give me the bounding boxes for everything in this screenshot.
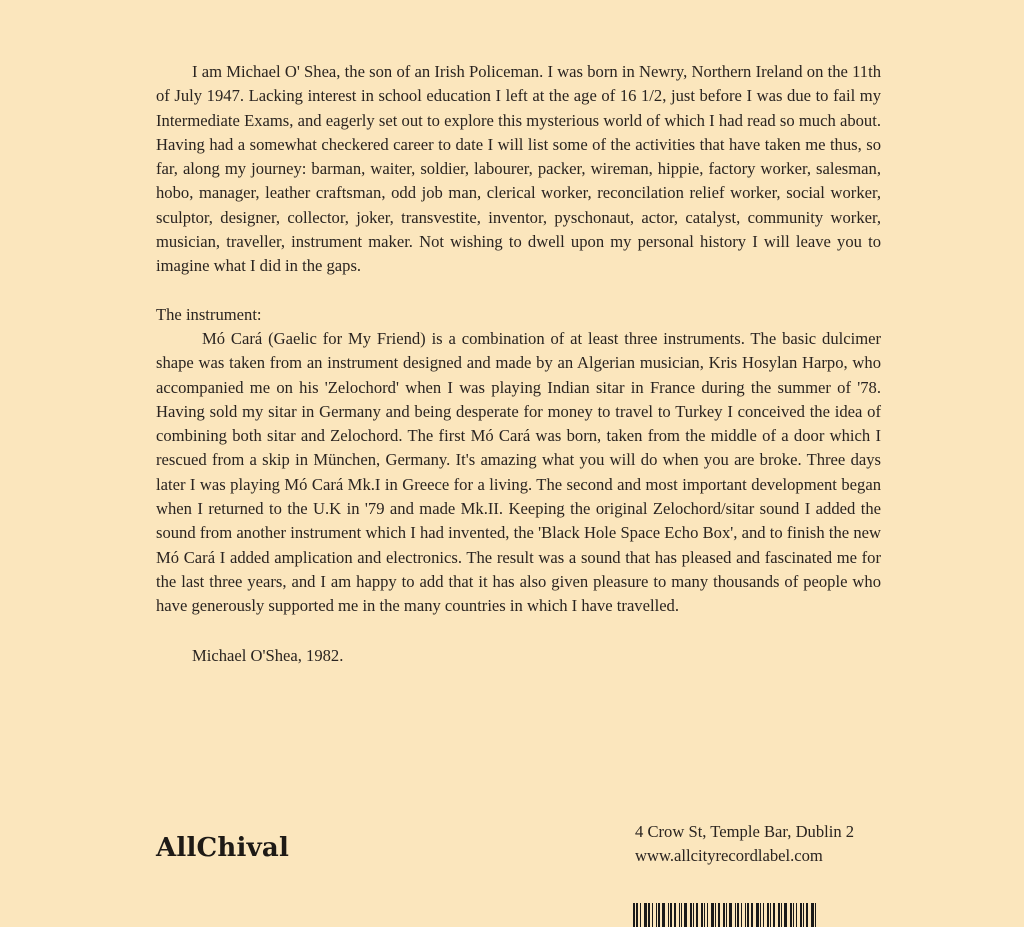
barcode-bar <box>711 903 714 927</box>
barcode-bar <box>815 903 816 927</box>
barcode-bar <box>751 903 753 927</box>
barcode-bar <box>784 903 787 927</box>
barcode-bar <box>662 903 665 927</box>
barcode-bar <box>674 903 676 927</box>
barcode-bar <box>790 903 792 927</box>
barcode-bar <box>770 903 771 927</box>
barcode-bar <box>737 903 739 927</box>
barcode-bar <box>735 903 736 927</box>
instrument-heading: The instrument: <box>156 304 262 324</box>
label-website: www.allcityrecordlabel.com <box>635 846 823 865</box>
barcode-bar <box>690 903 692 927</box>
barcode-bar <box>741 903 742 927</box>
barcode-bar <box>800 903 802 927</box>
barcode-bar <box>773 903 775 927</box>
barcode-bar <box>803 903 804 927</box>
barcode-bar <box>763 903 764 927</box>
barcode-bar <box>640 903 641 927</box>
barcode-bar <box>781 903 782 927</box>
barcode-bar <box>693 903 694 927</box>
barcode-bar <box>715 903 716 927</box>
barcode-bar <box>811 903 814 927</box>
barcode-bar <box>756 903 759 927</box>
liner-notes-text <box>156 60 881 668</box>
barcode-bar <box>760 903 761 927</box>
barcode-bar <box>668 903 669 927</box>
barcode-bar <box>684 903 687 927</box>
barcode-bar <box>679 903 680 927</box>
barcode-bar <box>633 903 635 927</box>
barcode-bar <box>718 903 720 927</box>
barcode-bar <box>747 903 749 927</box>
barcode-bar <box>636 903 638 927</box>
barcode-bar <box>745 903 746 927</box>
barcode-bar <box>806 903 808 927</box>
barcode-bar <box>681 903 682 927</box>
instrument-paragraph: Mó Cará (Gaelic for My Friend) is a combination of at least three instruments. The basic dulcimer shape was taken from an instrument designed and made by an Algerian musician, Kris Hosylan Harpo, who accompanied me on his 'Zelochord' when I was playing Indian sitar in France during the summer of '78. Having sold my sitar in Germany and being desperate for money to travel to Turkey I conceived the idea of combining both sitar and Zelochord. The first Mó Cará was born, taken from the middle of a door which I rescued from a skip in München, Germany. It's amazing what you will do when you are broke. Three days later I was playing Mó Cará Mk.I in Greece for a living. The second and most important development began when I returned to the U.K in '79 and made Mk.II. Keeping the original Zelochord/sitar sound I added the sound from another instrument which I had invented, the 'Black Hole Space Echo Box', and to finish the new Mó Cará I added amplication and electronics. The result was a sound that has pleased and fascinated me for the last three years, and I am happy to add that it has also given pleasure to many thousands of people who have generously supported me in the many countries in which I have travelled. <box>156 328 881 616</box>
label-contact <box>635 820 854 868</box>
bio-paragraph: I am Michael O' Shea, the son of an Irish Policeman. I was born in Newry, Northern Ireland on the 11th of July 1947. Lacking interest in school education I left at the age of 16 1/2, just before I was due to fail my Intermediate Exams, and eagerly set out to explore this mysterious world of which I had read so much about. Having had a somewhat checkered career to date I will list some of the activities that have taken me thus, so far, along my journey: barman, waiter, soldier, labourer, packer, wireman, hippie, factory worker, salesman, hobo, manager, leather craftsman, odd job man, clerical worker, reconcilation relief worker, social worker, sculptor, designer, collector, joker, transvestite, inventor, pyschonaut, actor, catalyst, community worker, musician, traveller, instrument maker. Not wishing to dwell upon my personal history I will leave you to imagine what I did in the gaps. <box>156 62 881 276</box>
barcode-bar <box>707 903 708 927</box>
barcode-bar <box>793 903 794 927</box>
barcode-bar <box>778 903 780 927</box>
barcode-bar <box>648 903 650 927</box>
barcode-bar <box>644 903 647 927</box>
barcode-bar <box>767 903 769 927</box>
barcode-bar <box>729 903 732 927</box>
barcode-bar <box>670 903 672 927</box>
barcode-bar <box>656 903 657 927</box>
allchival-logo: AllChival <box>156 833 290 863</box>
barcode-bar <box>726 903 727 927</box>
barcode-bar <box>701 903 703 927</box>
barcode-bar <box>796 903 797 927</box>
signature: Michael O'Shea, 1982. <box>192 645 344 665</box>
barcode-bar <box>696 903 698 927</box>
barcode-bar <box>652 903 653 927</box>
barcode-bar <box>704 903 705 927</box>
label-address: 4 Crow St, Temple Bar, Dublin 2 <box>635 822 855 841</box>
barcode-bar <box>658 903 660 927</box>
barcode <box>633 903 873 927</box>
barcode-bar <box>723 903 725 927</box>
